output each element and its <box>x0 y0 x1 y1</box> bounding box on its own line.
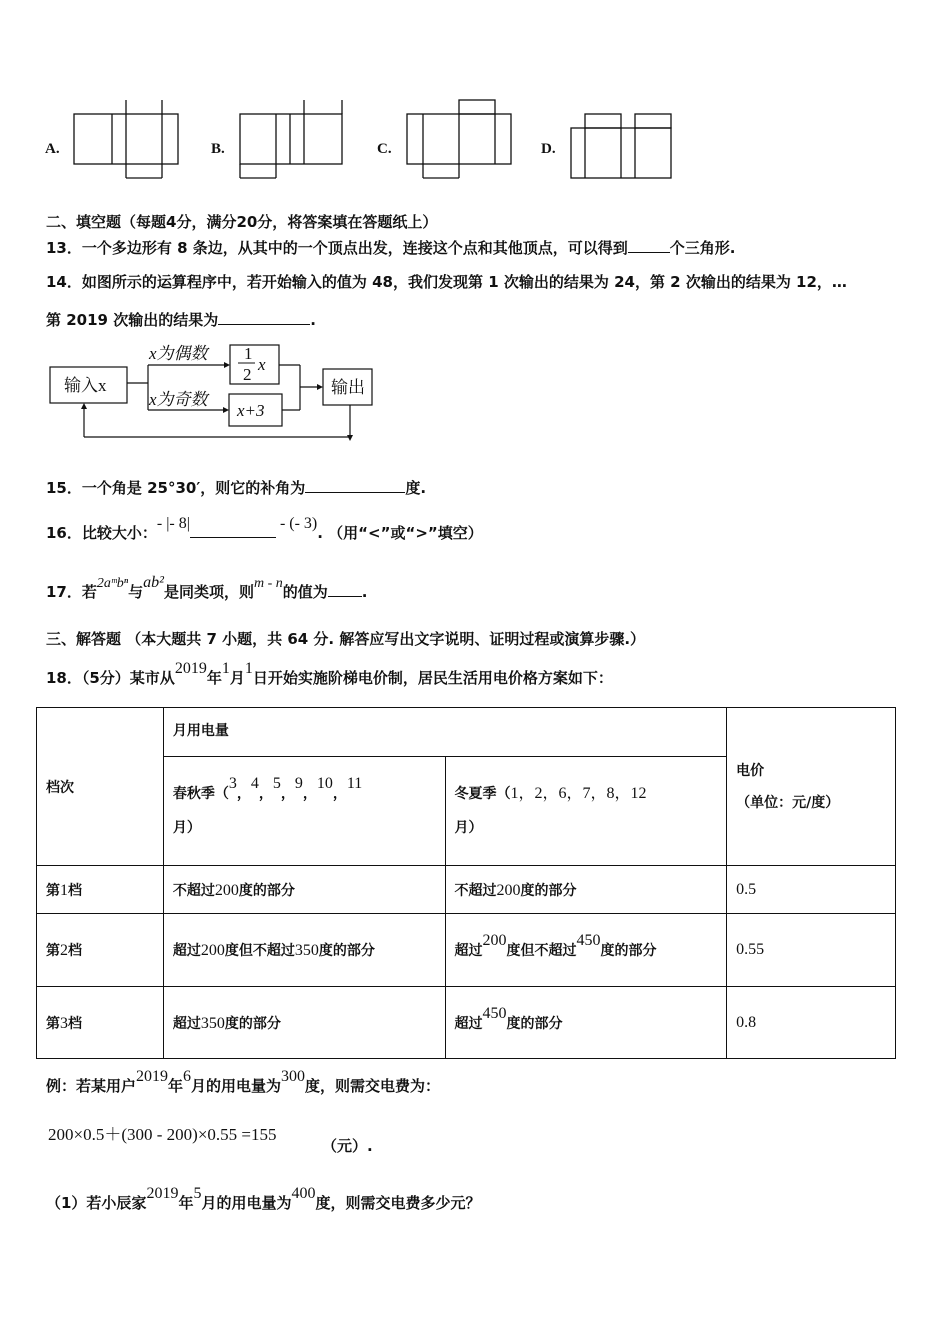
q17-text-mid2: 是同类项，则 <box>163 583 254 601</box>
q17-text-post: 的值为 <box>282 583 328 601</box>
flow-output-label: 输出 <box>331 378 365 397</box>
header-winter-summer <box>445 757 727 866</box>
question-18 <box>46 660 613 688</box>
q18-text-end: 日开始实施阶梯电价制，居民生活用电价格方案如下： <box>252 669 613 687</box>
spring-autumn-month-6: 11 <box>346 775 363 792</box>
price-cell: 0.8 <box>727 987 896 1059</box>
header-price <box>727 708 896 866</box>
sub1-post: 度，则需交电费多少元？ <box>315 1194 481 1212</box>
q16-text-end: . （用“<”或“>”填空） <box>317 524 483 542</box>
option-d-net-figure <box>569 112 675 184</box>
flow-half-box <box>230 345 279 384</box>
sub1-pre: （1）若小辰家 <box>46 1194 147 1212</box>
q16-right-expression: - (- 3) <box>279 515 318 532</box>
spring-autumn-month-2: 4 <box>250 775 259 792</box>
sub1-month: 5 <box>193 1185 202 1202</box>
header-price-label: 电价 <box>736 762 765 779</box>
winter-summer-cell: 超过200度但不超过450度的部分 <box>445 914 727 987</box>
q15-text-end: 度. <box>405 479 427 497</box>
question-16 <box>46 515 483 543</box>
flow-odd-label: x为奇数 <box>149 390 208 409</box>
example-month: 6 <box>183 1068 192 1085</box>
question-15 <box>46 477 426 498</box>
spring-autumn-month-5: 10 <box>316 775 333 792</box>
table-row <box>37 987 896 1059</box>
q17-answer-blank[interactable] <box>328 582 362 597</box>
q18-text: 18．（5分）某市从 <box>46 669 175 687</box>
flowchart <box>40 336 380 448</box>
example-year: 2019 <box>136 1068 169 1085</box>
sub1-amount: 400 <box>291 1185 316 1202</box>
tier-cell: 第2档 <box>37 914 164 987</box>
table-row <box>37 866 896 914</box>
price-cell: 0.55 <box>727 914 896 987</box>
tier-cell: 第3档 <box>37 987 164 1059</box>
q13-text: 13．一个多边形有 8 条边，从其中的一个顶点出发，连接这个点和其他顶点，可以得到 <box>46 239 628 257</box>
q15-answer-blank[interactable] <box>305 478 405 493</box>
winter-summer-label: 冬夏季（ <box>454 786 511 802</box>
spring-autumn-cell: 超过200度但不超过350度的部分 <box>163 914 445 987</box>
sub-question-1 <box>46 1185 481 1213</box>
example-pre: 例：若某用户 <box>46 1077 137 1095</box>
flow-even-label: x为偶数 <box>149 344 208 363</box>
spring-autumn-month-4: 9 <box>294 775 303 792</box>
option-a-label: A. <box>45 141 60 157</box>
q16-text: 16．比较大小： <box>46 524 157 542</box>
option-b-label: B. <box>211 141 225 157</box>
header-spring-autumn: 春秋季（3，4，5，9，10，11 月） <box>163 757 445 866</box>
price-cell: 0.5 <box>727 866 896 914</box>
example-amount: 300 <box>281 1068 306 1085</box>
spring-autumn-month-3: 5 <box>272 775 281 792</box>
q18-month: 1 <box>221 660 230 677</box>
spring-autumn-month-1: 3 <box>228 775 237 792</box>
sub1-year: 2019 <box>146 1185 179 1202</box>
q16-answer-blank[interactable] <box>190 523 276 538</box>
question-17 <box>46 574 368 602</box>
question-13 <box>46 237 735 258</box>
section3-heading: 三、解答题 （本大题共 7 小题，共 64 分. 解答应写出文字说明、证明过程或演算步骤.） <box>46 630 646 648</box>
q13-answer-blank[interactable] <box>628 238 670 253</box>
option-d-label: D. <box>541 141 556 157</box>
question-14-line1: 14．如图所示的运算程序中，若开始输入的值为 48，我们发现第 1 次输出的结果为 24，第 2 次输出的结果为 12，… <box>46 273 847 291</box>
flow-input-label: 输入x <box>64 376 107 395</box>
example-post: 度，则需交电费为： <box>305 1077 441 1095</box>
option-c-label: C. <box>377 141 392 157</box>
q18-nian: 年 <box>206 669 222 687</box>
q18-day: 1 <box>244 660 253 677</box>
flow-half-denominator: 2 <box>243 365 252 384</box>
option-c-net-figure <box>405 98 517 183</box>
winter-summer-end: 月） <box>454 820 483 836</box>
header-price-unit: （单位：元/度） <box>736 794 840 811</box>
tier-cell: 第1档 <box>37 866 164 914</box>
q14-answer-blank[interactable] <box>218 310 310 325</box>
question-14-line2 <box>46 309 316 330</box>
flow-plus3-label: x+3 <box>237 401 265 420</box>
q18-yue: 月 <box>229 669 245 687</box>
sub1-nian: 年 <box>178 1194 194 1212</box>
header-tier: 档次 <box>37 708 164 866</box>
example-text <box>46 1068 441 1096</box>
table-row <box>37 914 896 987</box>
spring-autumn-cell: 超过350度的部分 <box>163 987 445 1059</box>
example-nian: 年 <box>168 1077 184 1095</box>
example-unit: （元）. <box>322 1137 373 1155</box>
option-a-net-figure <box>72 98 182 183</box>
header-monthly-usage: 月用电量 <box>163 708 726 757</box>
winter-summer-months: 1，2，6，7，8，12 <box>510 785 647 802</box>
spring-autumn-label: 春秋季（ <box>172 786 229 802</box>
q17-expression: m - n <box>253 576 283 591</box>
spring-autumn-end: 月） <box>172 820 201 836</box>
sub1-mid: 月的用电量为 <box>201 1194 292 1212</box>
q17-term1: 2aᵐbⁿ <box>96 576 129 591</box>
winter-summer-cell: 不超过200度的部分 <box>445 866 727 914</box>
q18-year: 2019 <box>174 660 207 677</box>
q14-text: 第 2019 次输出的结果为 <box>46 311 219 329</box>
section2-heading: 二、填空题（每题4分，满分20分，将答案填在答题纸上） <box>46 213 438 231</box>
example-formula: 200×0.5＋(300 - 200)×0.55 =155 <box>48 1125 277 1144</box>
q17-text-mid1: 与 <box>128 583 144 601</box>
q15-text: 15．一个角是 25°30′，则它的补角为 <box>46 479 306 497</box>
q17-text: 17．若 <box>46 583 97 601</box>
spring-autumn-cell: 不超过200度的部分 <box>163 866 445 914</box>
q13-text-end: 个三角形. <box>669 239 736 257</box>
winter-summer-cell: 超过450度的部分 <box>445 987 727 1059</box>
q14-text-end: . <box>310 311 316 329</box>
option-b-net-figure <box>238 98 348 183</box>
example-mid: 月的用电量为 <box>191 1077 282 1095</box>
q17-term2: ab² <box>143 574 164 591</box>
flow-half-variable: x <box>258 355 266 374</box>
flow-half-numerator: 1 <box>244 344 253 363</box>
electricity-pricing-table <box>36 707 896 1059</box>
q16-left-expression: - |- 8| <box>156 515 190 532</box>
q17-text-end: . <box>361 583 368 601</box>
